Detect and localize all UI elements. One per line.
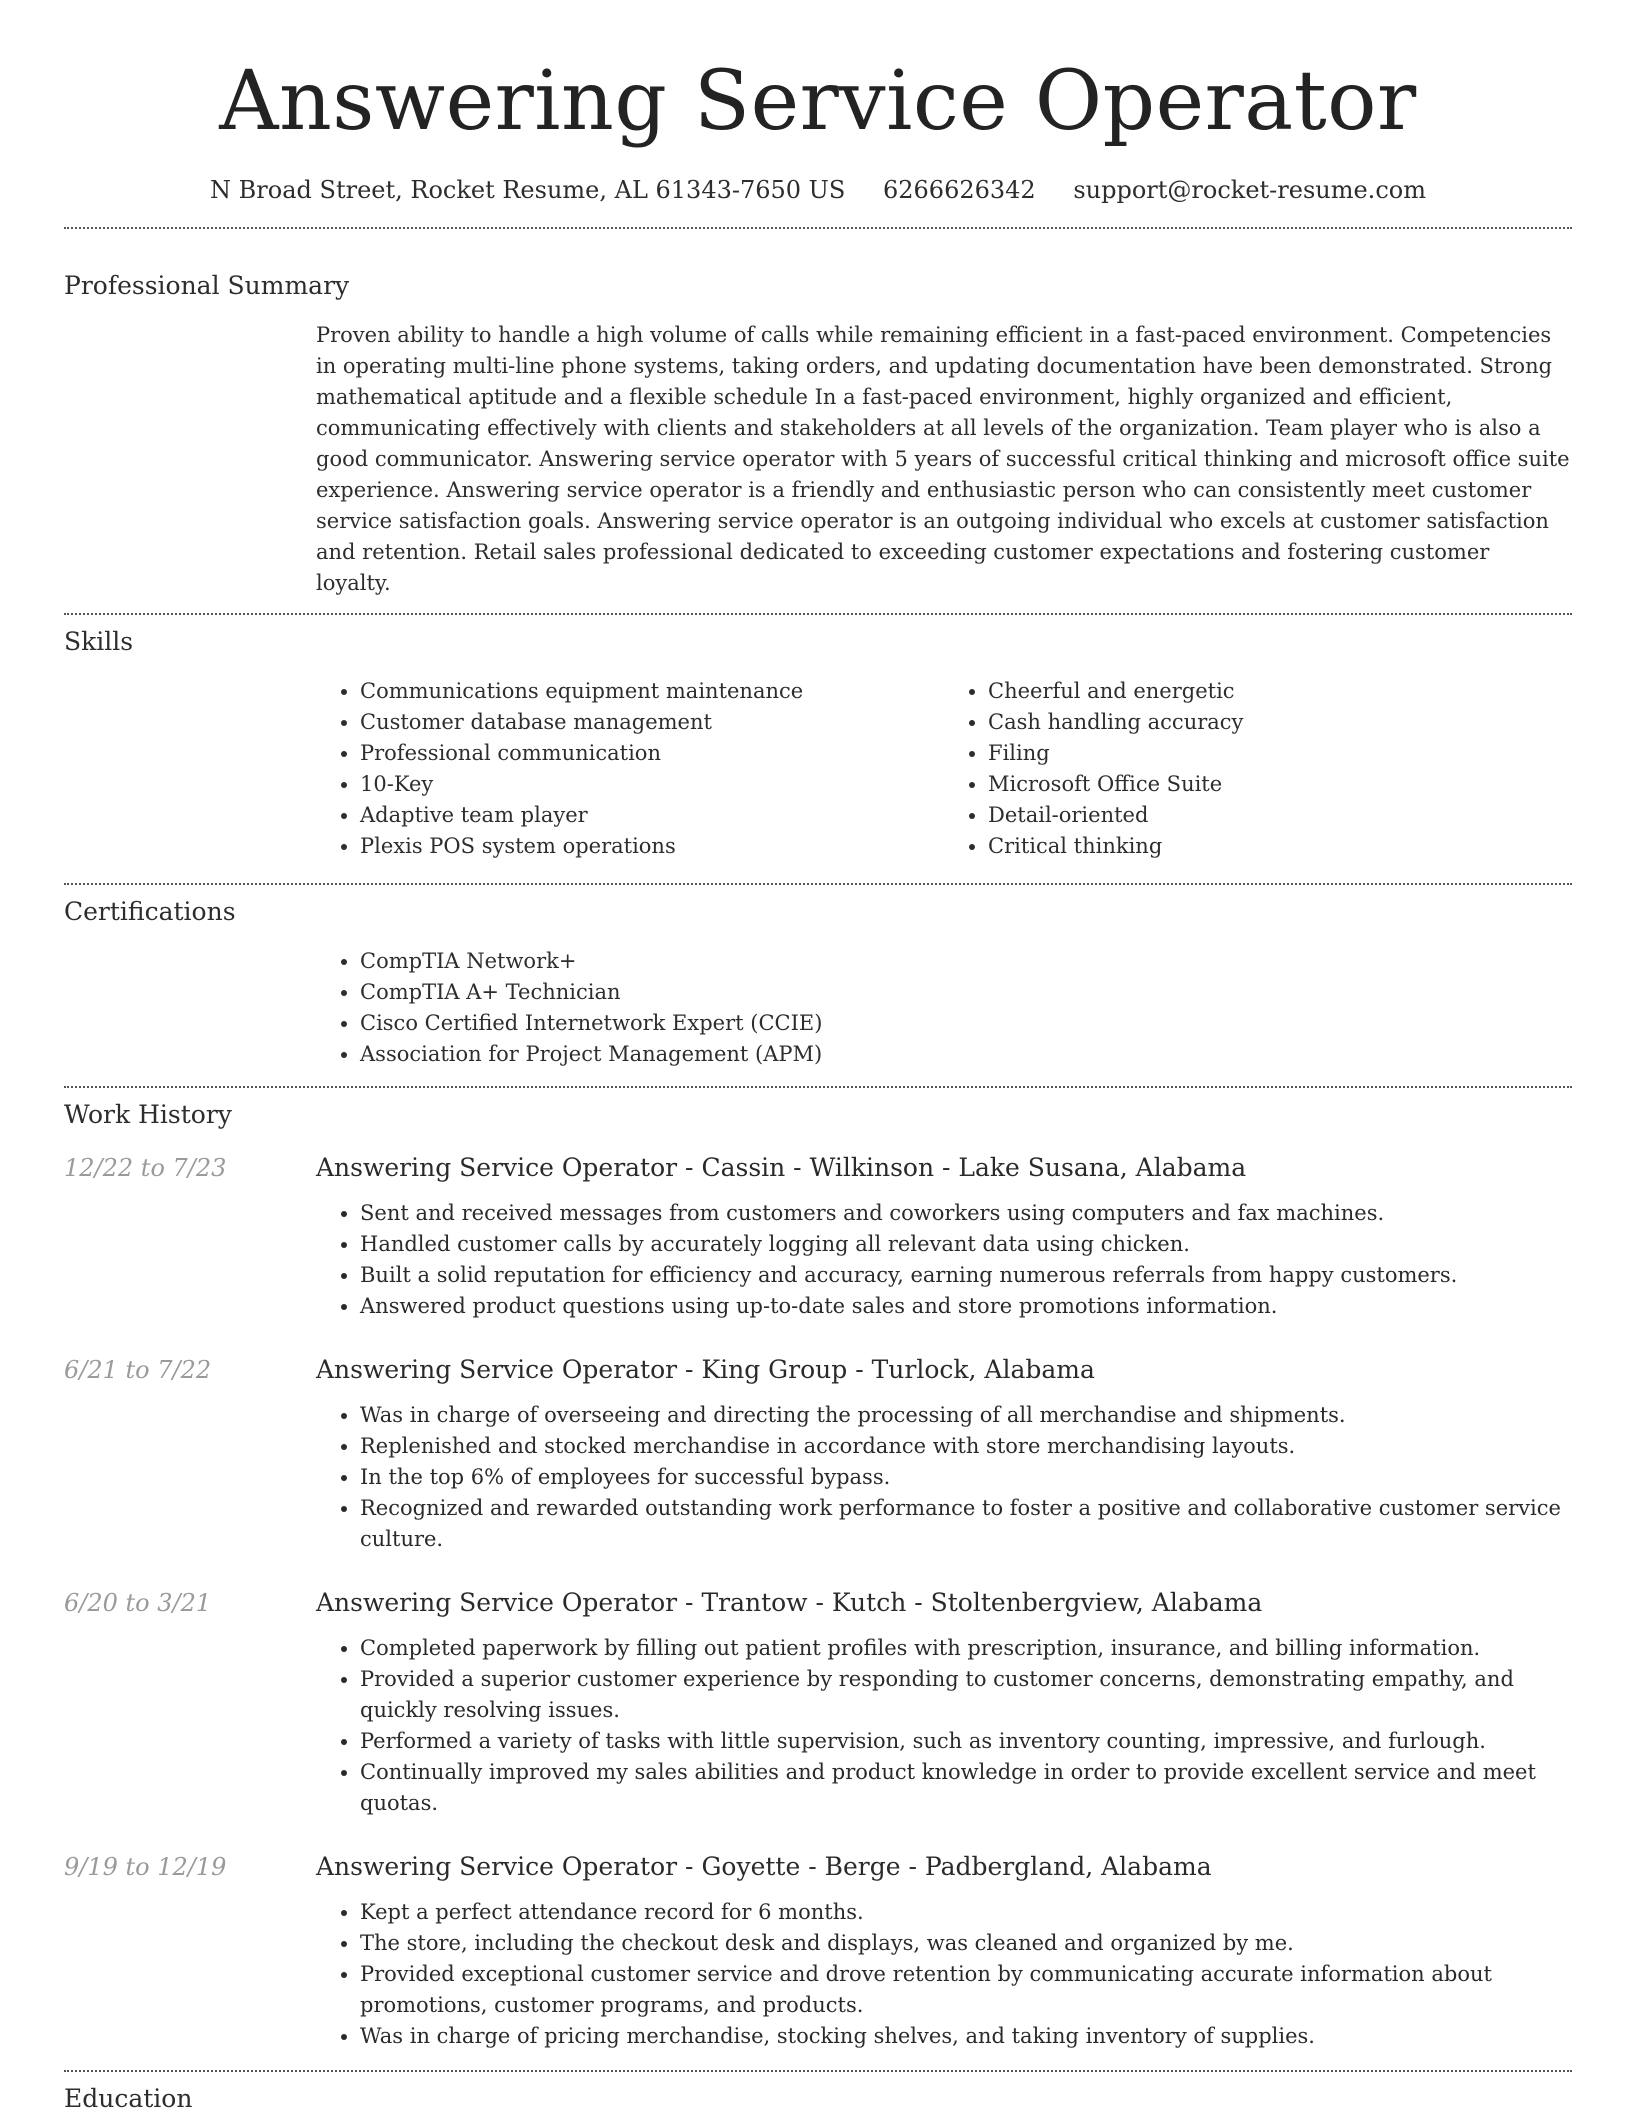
list-item: • Customer database management [360, 707, 944, 738]
list-item: • Was in charge of pricing merchandise, stocking shelves, and taking inventory of supplies. [360, 2021, 1572, 2052]
list-item: • 10-Key [360, 769, 944, 800]
list-item: • Cisco Certified Internetwork Expert (CCIE) [360, 1008, 1572, 1039]
job-entry [64, 1354, 1572, 1555]
job-body [316, 1152, 1572, 1322]
job-role: Answering Service Operator [316, 1852, 678, 1881]
job-date: 9/19 to 12/19 [64, 1853, 227, 1881]
contact-line [64, 174, 1572, 206]
divider [64, 227, 1572, 229]
list-item: • CompTIA A+ Technician [360, 977, 1572, 1008]
list-item: • Built a solid reputation for efficiency and accuracy, earning numerous referrals from happy customers. [360, 1260, 1572, 1291]
contact-address: N Broad Street, Rocket Resume, AL 61343-7650 US [210, 176, 846, 204]
list-item: • Critical thinking [988, 831, 1572, 862]
list-item: • Kept a perfect attendance record for 6 months. [360, 1897, 1572, 1928]
job-body [316, 1851, 1572, 2052]
list-item: • Filing [988, 738, 1572, 769]
job-entry [64, 1587, 1572, 1819]
skills-columns [316, 676, 1572, 862]
list-item: • CompTIA Network+ [360, 946, 1572, 977]
list-item: • Cash handling accuracy [988, 707, 1572, 738]
education-section [64, 2082, 1572, 2116]
divider [64, 1086, 1572, 1088]
list-item: • Communications equipment maintenance [360, 676, 944, 707]
job-entry [64, 1851, 1572, 2052]
list-item: • Detail-oriented [988, 800, 1572, 831]
list-item: • Answered product questions using up-to-date sales and store promotions information. [360, 1291, 1572, 1322]
divider [64, 883, 1572, 885]
list-item: • Association for Project Management (APM) [360, 1039, 1572, 1070]
list-item: • Handled customer calls by accurately logging all relevant data using chicken. [360, 1229, 1572, 1260]
divider [64, 2070, 1572, 2072]
list-item: • Professional communication [360, 738, 944, 769]
work-history-section [64, 1098, 1572, 2052]
list-item: • Continually improved my sales abilities and product knowledge in order to provide excellent service and meet quotas. [360, 1757, 1572, 1819]
list-item: • The store, including the checkout desk and displays, was cleaned and organized by me. [360, 1928, 1572, 1959]
job-company: - Goyette - Berge - Padbergland, Alabama [677, 1852, 1212, 1881]
certifications-title: Certifications [64, 897, 236, 926]
job-company: - Trantow - Kutch - Stoltenbergview, Alabama [677, 1588, 1263, 1617]
summary-text: Proven ability to handle a high volume of calls while remaining efficient in a fast-paced environment. Competencies in operating multi-line phone systems, taking orders, and updating documentation have been demonstrated. Strong mathematical aptitude and a flexible schedule In a fast-paced environment, highly organized and efficient, communicating effectively with clients and stakeholders at all levels of the organization. Team player who is also a good communicator. Answering service operator with 5 years of successful critical thinking and microsoft office suite experience. Answering service operator is a friendly and enthusiastic person who can consistently meet customer service satisfaction goals. Answering service operator is an outgoing individual who excels at customer satisfaction and retention. Retail sales professional dedicated to exceeding customer expectations and fostering customer loyalty. [316, 323, 1570, 595]
job-bullets [316, 1400, 1572, 1555]
job-bullets [316, 1198, 1572, 1322]
list-item: • In the top 6% of employees for successful bypass. [360, 1462, 1572, 1493]
job-bullets [316, 1897, 1572, 2052]
job-role: Answering Service Operator [316, 1588, 678, 1617]
work-history-title: Work History [64, 1100, 232, 1129]
job-title [316, 1587, 1572, 1619]
job-date: 6/21 to 7/22 [64, 1356, 212, 1384]
job-date: 6/20 to 3/21 [64, 1589, 212, 1617]
certifications-section [64, 895, 1572, 1070]
education-title: Education [64, 2084, 193, 2113]
job-company: - Cassin - Wilkinson - Lake Susana, Alabama [677, 1153, 1247, 1182]
list-item: • Replenished and stocked merchandise in accordance with store merchandising layouts. [360, 1431, 1572, 1462]
certifications-content [316, 946, 1572, 1070]
job-company: - King Group - Turlock, Alabama [677, 1355, 1095, 1384]
job-title [316, 1851, 1572, 1883]
job-date: 12/22 to 7/23 [64, 1154, 227, 1182]
certifications-list [316, 946, 1572, 1070]
skills-list-left [316, 676, 944, 862]
job-role: Answering Service Operator [316, 1153, 678, 1182]
list-item: • Provided a superior customer experience by responding to customer concerns, demonstrating empathy, and quickly resolving issues. [360, 1664, 1572, 1726]
job-title [316, 1354, 1572, 1386]
resume-page [64, 0, 1572, 2116]
job-body [316, 1587, 1572, 1819]
contact-phone: 6266626342 [883, 176, 1036, 204]
list-item: • Cheerful and energetic [988, 676, 1572, 707]
list-item: • Performed a variety of tasks with little supervision, such as inventory counting, impressive, and furlough. [360, 1726, 1572, 1757]
skills-title: Skills [64, 627, 134, 656]
list-item: • Was in charge of overseeing and directing the processing of all merchandise and shipments. [360, 1400, 1572, 1431]
list-item: • Adaptive team player [360, 800, 944, 831]
list-item: • Completed paperwork by filling out patient profiles with prescription, insurance, and billing information. [360, 1633, 1572, 1664]
summary-section [64, 269, 1572, 599]
divider [64, 613, 1572, 615]
list-item: • Sent and received messages from customers and coworkers using computers and fax machines. [360, 1198, 1572, 1229]
contact-email: support@rocket-resume.com [1073, 176, 1426, 204]
skills-list-right [944, 676, 1572, 862]
list-item: • Provided exceptional customer service and drove retention by communicating accurate information about promotions, customer programs, and products. [360, 1959, 1572, 2021]
job-bullets [316, 1633, 1572, 1819]
list-item: • Microsoft Office Suite [988, 769, 1572, 800]
job-title [316, 1152, 1572, 1184]
list-item: • Recognized and rewarded outstanding work performance to foster a positive and collaborative customer service culture. [360, 1493, 1572, 1555]
resume-name: Answering Service Operator [219, 54, 1417, 149]
job-role: Answering Service Operator [316, 1355, 678, 1384]
list-item: • Plexis POS system operations [360, 831, 944, 862]
job-body [316, 1354, 1572, 1555]
skills-section [64, 625, 1572, 862]
job-entry [64, 1152, 1572, 1322]
summary-title: Professional Summary [64, 271, 350, 300]
